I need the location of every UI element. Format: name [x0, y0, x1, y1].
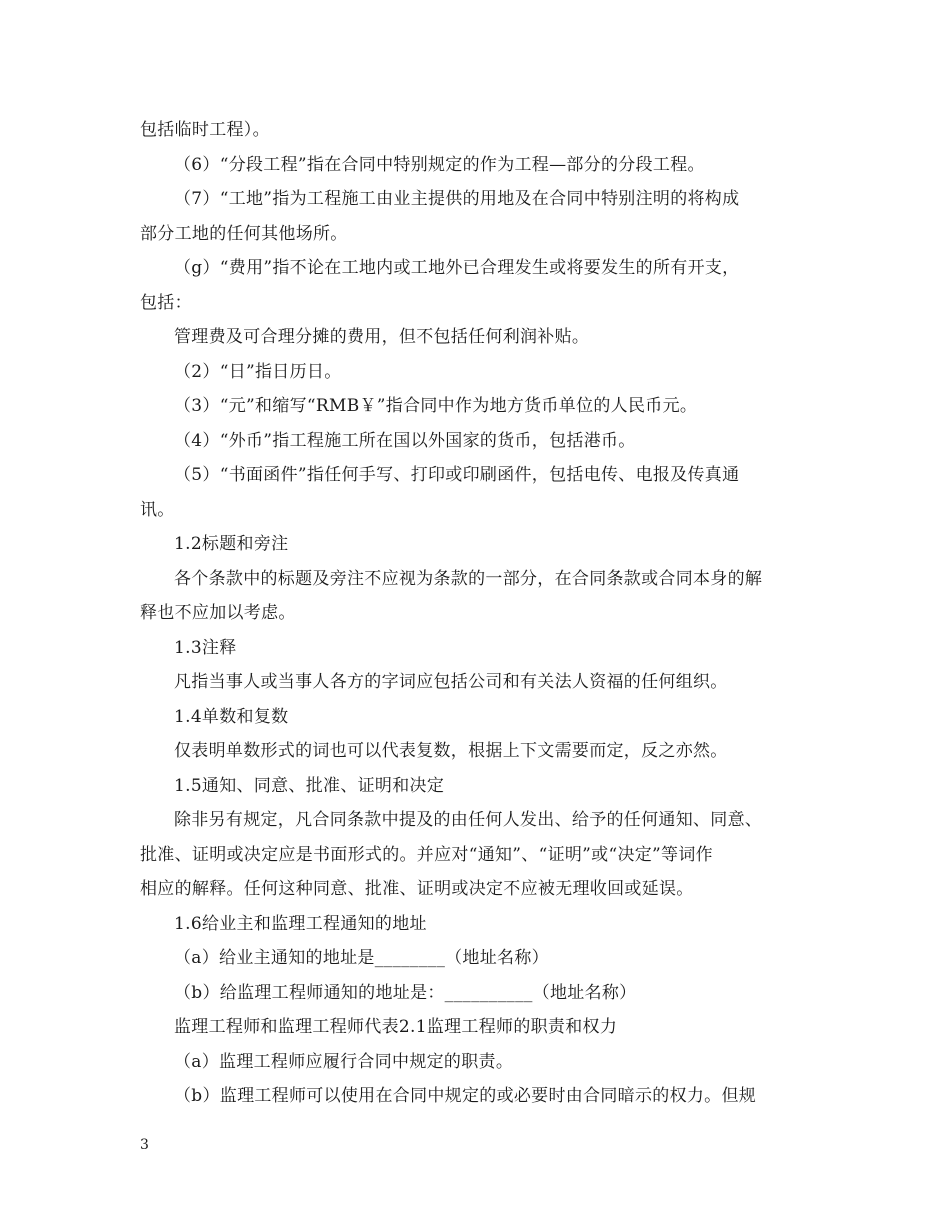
text-line: 批准、证明或决定应是书面形式的。并应对“通知”、“证明”或“决定”等词作 — [140, 844, 713, 865]
text-line: 讯。 — [140, 499, 175, 520]
text-line: （b）给监理工程师通知的地址是：__________（地址名称） — [174, 982, 637, 1003]
section-heading: 1.6给业主和监理工程通知的地址 — [174, 913, 427, 934]
text-line: （3）“元”和缩写“RMB￥”指合同中作为地方货币单位的人民币元。 — [174, 396, 698, 416]
text-line: （a）给业主通知的地址是________（地址名称） — [174, 948, 549, 968]
text-line: 包括临时工程）。 — [140, 120, 270, 140]
text-line: 释也不应加以考虑。 — [140, 603, 296, 623]
section-heading: 1.3注释 — [174, 637, 237, 658]
document-body — [140, 113, 812, 1114]
text-line: 管理费及可合理分摊的费用，但不包括任何利润补贴。 — [174, 327, 590, 347]
section-heading: 1.2标题和旁注 — [174, 534, 289, 554]
text-line: 仅表明单数形式的词也可以代表复数，根据上下文需要而定，反之亦然。 — [174, 741, 728, 761]
section-heading: 1.5通知、同意、批准、证明和决定 — [174, 775, 445, 796]
text-line: （2）“日”指日历日。 — [174, 361, 342, 382]
page-number: 3 — [140, 1137, 149, 1153]
section-heading: 1.4单数和复数 — [174, 706, 289, 727]
text-line: 除非另有规定，凡合同条款中提及的由任何人发出、给予的任何通知、同意、 — [174, 810, 763, 830]
text-line: （7）“工地”指为工程施工由业主提供的用地及在合同中特别注明的将构成 — [174, 189, 740, 209]
text-line: 相应的解释。任何这种同意、批准、证明或决定不应被无理收回或延误。 — [140, 879, 694, 899]
text-line: （6）“分段工程”指在合同中特别规定的作为工程—部分的分段工程。 — [174, 154, 705, 175]
text-line: 监理工程师和监理工程师代表2.1监理工程师的职责和权力 — [174, 1017, 618, 1037]
text-line: 各个条款中的标题及旁注不应视为条款的一部分，在合同条款或合同本身的解 — [174, 568, 763, 589]
text-line: （a）监理工程师应履行合同中规定的职责。 — [174, 1051, 514, 1072]
text-line: 部分工地的任何其他场所。 — [140, 223, 348, 244]
text-line: 包括： — [140, 292, 192, 313]
text-line: （4）“外币”指工程施工所在国以外国家的货币，包括港币。 — [174, 430, 636, 451]
text-line: （g）“费用”指不论在工地内或工地外已合理发生或将要发生的所有开支， — [174, 258, 740, 278]
text-line: 凡指当事人或当事人各方的字词应包括公司和有关法人资福的任何组织。 — [174, 672, 728, 692]
text-line: （5）“书面函件”指任何手写、打印或印刷函件，包括电传、电报及传真通 — [174, 465, 740, 485]
text-line: （b）监理工程师可以使用在合同中规定的或必要时由合同暗示的权力。但规 — [174, 1086, 757, 1106]
